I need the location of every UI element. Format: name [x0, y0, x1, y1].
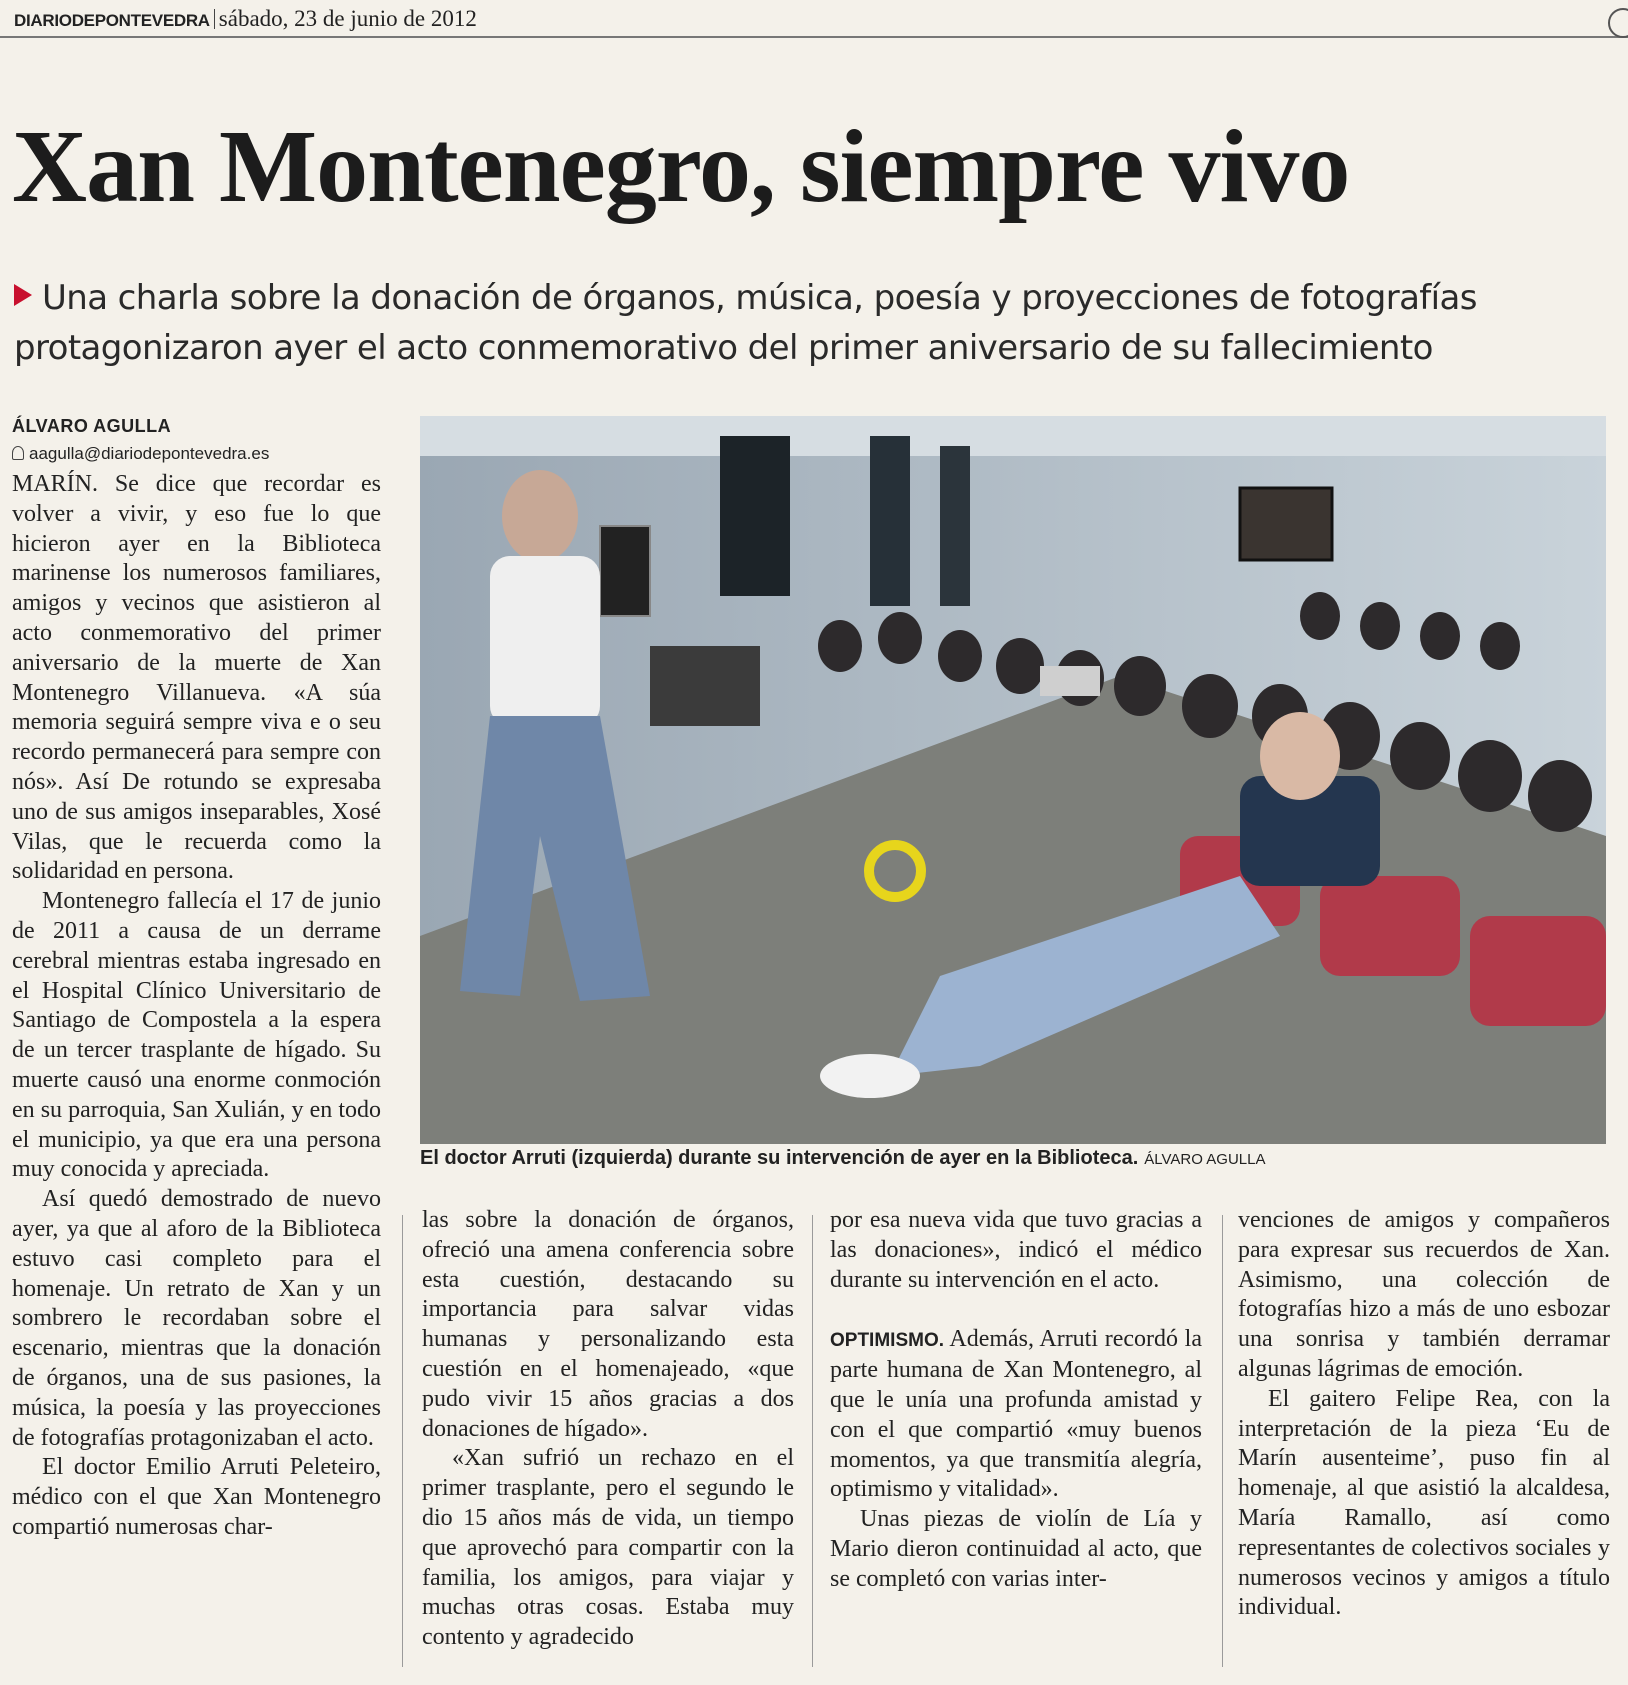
portrait-frame: [600, 526, 650, 616]
lecture-scene-illustration: [420, 416, 1606, 1144]
author-email: [12, 444, 269, 464]
author-email-text: aagulla@diariodepontevedra.es: [29, 444, 270, 463]
ceiling: [420, 416, 1606, 456]
paragraph: Montenegro fallecía el 17 de junio de 2011 a causa de un derrame cerebral mientras estaba ingresado en el Hospital Clínico Universitario de Santiago de Compostela a la espera de un tercer trasplante de hígado. Su muerte causó una enorme conmoción en su parroquia, San Xulián, y en todo el municipio, ya que era una persona muy conocida y apreciada.: [12, 888, 381, 1183]
article-column-2: [422, 1206, 794, 1653]
masthead: [14, 6, 477, 32]
paragraph: por esa nueva vida que tuvo gracias a las donaciones», indicó el médico durante su intervención en el acto.: [830, 1207, 1202, 1293]
paragraph-text: Además, Arruti recordó la parte humana de Xan Montenegro, al que le unía una profunda amistad y con el que compartió «muy buenos momentos, ya que transmitía alegría, optimismo y vitalidad».: [830, 1326, 1202, 1503]
subheadline: [14, 273, 1604, 373]
wall-painting: [1240, 488, 1332, 560]
photo-caption: [420, 1147, 1606, 1170]
paragraph: Así quedó demostrado de nuevo ayer, ya que al aforo de la Biblioteca estuvo casi completo para el homenaje. Un retrato de Xan y un sombrero le recordaban sobre el escenario, mientras que la donación de órganos, una de sus pasiones, la música, la poesía y las proyecciones de fotografías protagonizaban el acto.: [12, 1186, 381, 1451]
subheadline-line-1: Una charla sobre la donación de órganos, música, poesía y proyecciones de fotografías: [42, 278, 1477, 318]
paragraph: las sobre la donación de órganos, ofreció una amena conferencia sobre esta cuestión, destacando su importancia para salvar vidas humanas y personalizando esta cuestión en el homenajeado, «que pudo vivir 15 años gracias a dos donaciones de hígado».: [422, 1207, 794, 1442]
paragraph: «Xan sufrió un rechazo en el primer trasplante, pero el segundo le dio 15 años más de vida, un tiempo que aprovechó para compartir con la familia, los amigos, para viajar y muchas otras cosas. Estaba muy contento y agradecido: [422, 1445, 794, 1651]
column-divider: [402, 1215, 403, 1667]
publication-date: sábado, 23 de junio de 2012: [218, 6, 477, 31]
white-shoe: [820, 1054, 920, 1098]
stage-table: [650, 646, 760, 726]
bleed-through-circle: [1608, 8, 1628, 38]
paragraph: venciones de amigos y compañeros para expresar sus recuerdos de Xan. Asimismo, una colección de fotografías hizo a más de uno esbozar una sonrisa y también derramar algunas lágrimas de emoción.: [1238, 1207, 1610, 1382]
mail-icon: [12, 446, 24, 460]
article-photo: [420, 416, 1606, 1144]
speaker-shirt: [490, 556, 600, 726]
paragraph: El doctor Emilio Arruti Peleteiro, médico con el que Xan Montenegro compartió numerosas char-: [12, 1454, 381, 1540]
article-column-3: [830, 1206, 1202, 1595]
column-divider: [812, 1215, 813, 1667]
triangle-bullet-icon: [14, 284, 32, 306]
paragraph: MARÍN. Se dice que recordar es volver a vivir, y eso fue lo que hicieron ayer en la Biblioteca marinense los numerosos familiares, amigos y vecinos que asistieron al acto conmemorativo del primer aniversario de la muerte de Xan Montenegro Villanueva. «A súa memoria seguirá sempre viva e o seu recordo permanecerá para sempre con nós». Así De rotundo se expresaba uno de sus amigos inseparables, Xosé Vilas, que le recuerda como la solidaridad en persona.: [12, 471, 381, 885]
newspaper-name: DIARIODEPONTEVEDRA: [14, 11, 210, 30]
window: [940, 446, 970, 606]
subheadline-line-2: protagonizaron ayer el acto conmemorativo del primer aniversario de su fallecimiento: [14, 328, 1433, 368]
window: [870, 436, 910, 606]
projector: [1040, 666, 1100, 696]
photo-credit: ÁLVARO AGULLA: [1144, 1151, 1266, 1168]
author-byline: ÁLVARO AGULLA: [12, 416, 172, 436]
foreground-man-head: [1260, 712, 1340, 800]
column-divider: [1222, 1215, 1223, 1667]
masthead-rule: [0, 36, 1628, 38]
caption-text: El doctor Arruti (izquierda) durante su intervención de ayer en la Biblioteca.: [420, 1147, 1139, 1169]
paragraph: El gaitero Felipe Rea, con la interpretación de la pieza ‘Eu de Marín ausenteime’, puso fin al homenaje, al que asistió la alcaldesa, María Ramallo, así como representantes de colectivos sociales y numerosos vecinos y amigos a título individual.: [1238, 1385, 1610, 1621]
article-column-4: [1238, 1206, 1610, 1623]
window: [720, 436, 790, 596]
headline: Xan Montenegro, siempre vivo: [12, 109, 1350, 224]
speaker-head: [502, 470, 578, 562]
section-lead: OPTIMISMO.: [830, 1330, 944, 1352]
article-column-1: [12, 470, 381, 1543]
masthead-divider: [214, 9, 215, 29]
paragraph: Unas piezas de violín de Lía y Mario dieron continuidad al acto, que se completó con varias inter-: [830, 1506, 1202, 1592]
paragraph: [830, 1325, 1202, 1505]
